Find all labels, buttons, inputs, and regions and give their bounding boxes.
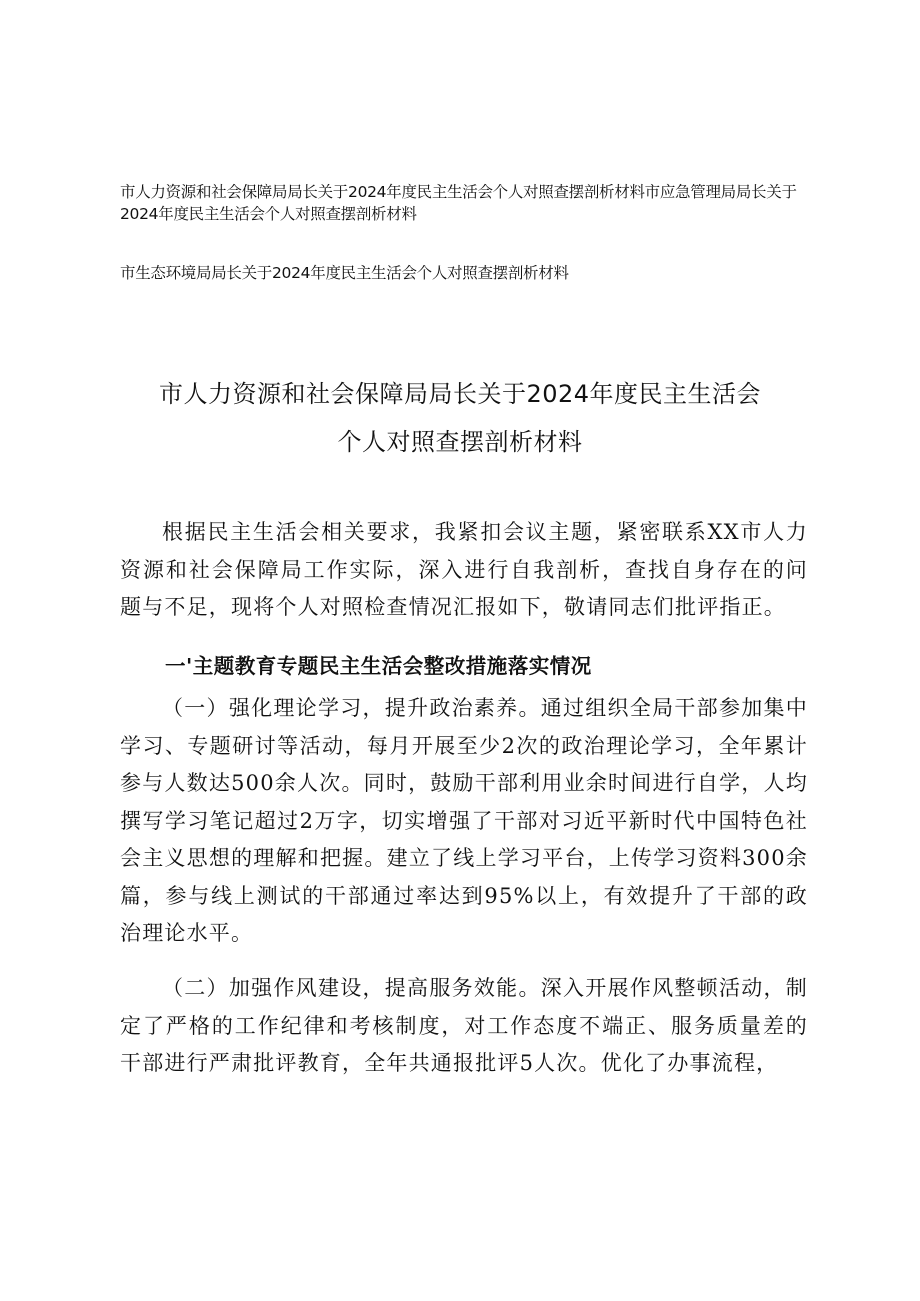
intro-paragraph: 根据民主生活会相关要求，我紧扣会议主题，紧密联系XX市人力资源和社会保障局工作实际，深入进行自我剖析，查找自身存在的问题与不足，现将个人对照检查情况汇报如下，敬请同志们批评指正。 <box>120 520 808 619</box>
paragraph-1: （一）强化理论学习，提升政治素养。通过组织全局干部参加集中学习、专题研讨等活动，每月开展至少2次的政治理论学习，全年累计参与人数达500余人次。同时，鼓励干部利用业余时间进行自学，人均撰写学习笔记超过2万字，切实增强了干部对习近平新时代中国特色社会主义思想的理解和把握。建立了线上学习平台，上传学习资料300余篇，参与线上测试的干部通过率达到95%以上，有效提升了干部的政治理论水平。 <box>120 696 808 945</box>
section-heading: 一'主题教育专题民主生活会整改措施落实情况 <box>165 654 592 678</box>
toc-entry-2: 市生态环境局局长关于2024年度民主生活会个人对照查摆剖析材料 <box>120 264 569 282</box>
document-title-line1: 市人力资源和社会保障局局长关于2024年度民主生活会 <box>158 380 762 408</box>
toc-entry-1: 市人力资源和社会保障局局长关于2024年度民主生活会个人对照查摆剖析材料市应急管理局局长关于2024年度民主生活会个人对照查摆剖析材料 <box>120 183 797 223</box>
document-title-line2: 个人对照查摆剖析材料 <box>337 428 583 456</box>
paragraph-2: （二）加强作风建设，提高服务效能。深入开展作风整顿活动，制定了严格的工作纪律和考核制度，对工作态度不端正、服务质量差的干部进行严肃批评教育，全年共通报批评5人次。优化了办事流程， <box>120 976 808 1075</box>
document-title <box>100 370 820 466</box>
